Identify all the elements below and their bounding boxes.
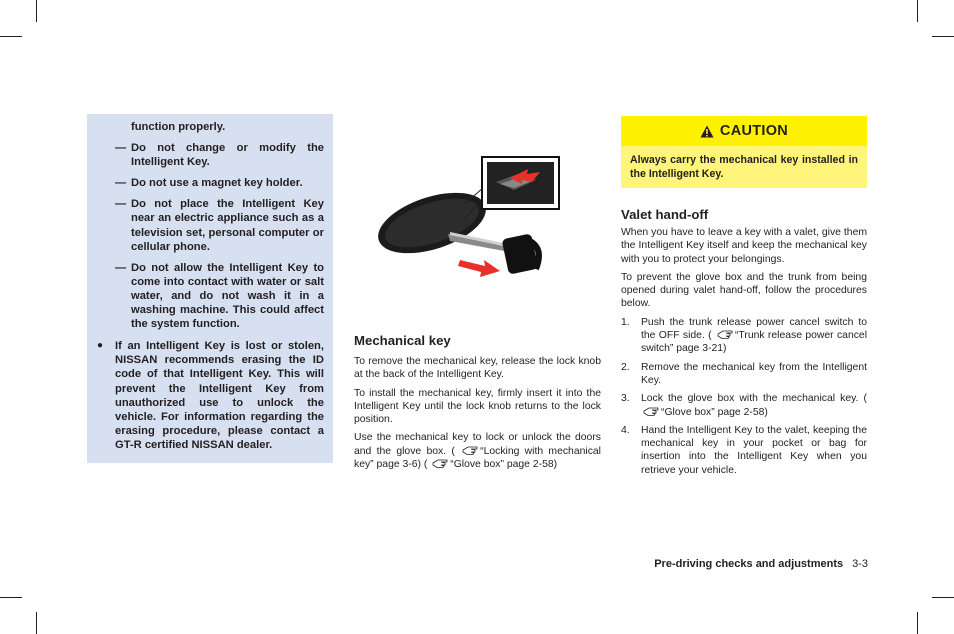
crop-mark [0, 597, 22, 598]
caution-box [621, 116, 867, 188]
crop-mark [36, 0, 37, 22]
note-continued-text: function properly. [131, 121, 226, 133]
page-footer [560, 557, 868, 571]
caution-text: Always carry the mechanical key installed in the Intelligent Key. [621, 146, 867, 188]
reference-hand-icon [717, 329, 733, 339]
bullet-icon: ● [97, 340, 104, 352]
reference-hand-icon [462, 445, 478, 455]
page-number: 3-3 [852, 558, 868, 570]
note-bullet-item: ● If an Intelligent Key is lost or stolen, NISSAN recommends erasing the ID code of that Intelligent Key. This will prevent the Intelligent Key from unauthorized use to unlock the vehicle. For information regarding the erasing procedure, please contact a GT-R certified NISSAN dealer. [97, 340, 324, 451]
note-dash-item: — Do not use a magnet key holder. [115, 177, 303, 190]
paragraph: Use the mechanical key to lock or unlock the doors and the glove box. ( “Locking with mechanical key” page 3-6) ( “Glove box” page 2-58) [354, 432, 601, 471]
crop-mark [36, 612, 37, 634]
crop-mark [0, 36, 22, 37]
numbered-step: 1. Push the trunk release power cancel switch to the OFF side. ( “Trunk release power cancel switch” page 3-21) [621, 316, 868, 355]
reference-hand-icon [643, 406, 659, 416]
note-dash-item: — Do not allow the Intelligent Key to come into contact with water or salt water, and do not wash it in a washing machine. This could affect the system function. [115, 261, 324, 331]
intelligent-key-illustration [360, 128, 580, 303]
note-dash-item: — Do not change or modify the Intelligent Key. [115, 142, 324, 169]
crop-mark [932, 597, 954, 598]
caution-title: CAUTION [719, 123, 789, 139]
footer-title: Pre-driving checks and adjustments [654, 558, 844, 570]
note-dash-item: — Do not place the Intelligent Key near an electric appliance such as a television set, personal computer or cellular phone. [115, 198, 324, 253]
valet-hand-off-section [621, 207, 867, 482]
mechanical-key-section [354, 333, 601, 476]
paragraph: To install the mechanical key, firmly insert it into the Intelligent Key until the lock knob returns to the lock position. [354, 387, 601, 426]
section-heading: Valet hand-off [621, 207, 709, 222]
crop-mark [917, 612, 918, 634]
note-box [87, 114, 333, 463]
paragraph: To prevent the glove box and the trunk from being opened during valet hand-off, follow the procedures below. [621, 271, 867, 310]
caution-header [621, 116, 867, 146]
crop-mark [917, 0, 918, 22]
numbered-step: 3. Lock the glove box with the mechanical key. ( “Glove box” page 2-58) [621, 393, 867, 418]
numbered-step: 4. Hand the Intelligent Key to the valet, keeping the mechanical key in your pocket or bag for insertion into the Intelligent Key when you retrieve your vehicle. [621, 424, 867, 476]
paragraph: When you have to leave a key with a valet, give them the Intelligent Key itself and keep the mechanical key with you to protect your belongings. [621, 227, 867, 265]
crop-mark [932, 36, 954, 37]
section-heading: Mechanical key [354, 333, 451, 348]
paragraph: To remove the mechanical key, release the lock knob at the back of the Intelligent Key. [354, 356, 601, 381]
reference-hand-icon [432, 458, 448, 468]
numbered-step: 2. Remove the mechanical key from the Intelligent Key. [621, 361, 867, 386]
warning-triangle-icon [700, 125, 714, 138]
